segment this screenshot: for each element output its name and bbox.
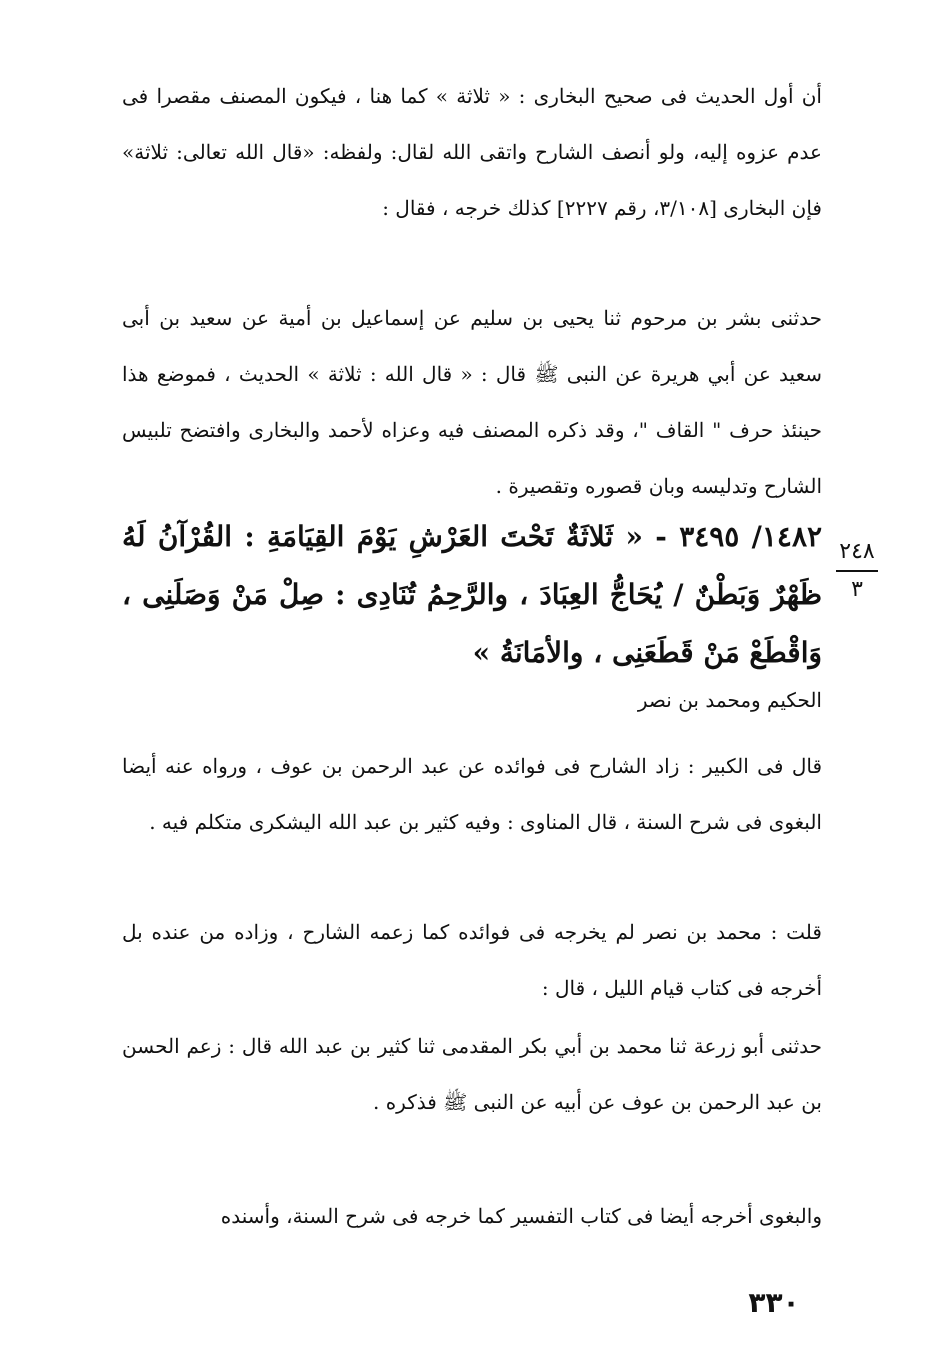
hadith-body: ١٤٨٢/ ٣٤٩٥ - « ثَلاثَةٌ تَحْتَ العَرْشِ يَوْمَ القِيَامَةِ : القُرْآنُ لَهُ ظَهْرٌ وَبَطْنٌ / يُحَاجُّ العِبَادَ ، والرَّحِمُ تُنَادِى : صِلْ مَنْ وَصَلَنِى ، وَاقْطَعْ مَنْ قَطَعَنِى ، والأمَانَةُ » <box>122 520 823 669</box>
paragraph-baghawi <box>122 1188 822 1244</box>
paragraph-text: أن أول الحديث فى صحيح البخارى : « ثلاثة » كما هنا ، فيكون المصنف مقصرا فى عدم عزوه إليه، ولو أنصف الشارح واتقى الله لقال: ولفظه: «قال الله تعالى: ثلاثة» فإن البخارى [٣/١٠٨، رقم ٢٢٢٧] كذلك خرجه ، فقال : <box>122 84 822 220</box>
paragraph-isnad-abu-zura <box>122 1018 822 1130</box>
hadith-source <box>122 680 822 720</box>
paragraph-text: حدثنى أبو زرعة ثنا محمد بن أبي بكر المقدمى ثنا كثير بن عبد الله قال : زعم الحسن بن عبد الرحمن بن عوف عن أبيه عن النبى ﷺ فذكره . <box>122 1034 822 1114</box>
paragraph-text: والبغوى أخرجه أيضا فى كتاب التفسير كما خرجه فى شرح السنة، وأسنده <box>220 1204 822 1228</box>
paragraph-text: قال فى الكبير : زاد الشارح فى فوائده عن عبد الرحمن بن عوف ، ورواه عنه أيضا البغوى فى شرح السنة ، قال المناوى : وفيه كثير بن عبد الله اليشكرى متكلم فيه . <box>122 754 822 834</box>
margin-reference-top: ٢٤٨ <box>839 539 875 564</box>
margin-reference-divider <box>836 570 878 572</box>
margin-reference <box>832 538 882 604</box>
margin-reference-bottom: ٣ <box>851 577 863 602</box>
paragraph-text: قلت : محمد بن نصر لم يخرجه فى فوائده كما زعمه الشارح ، وزاده من عنده بل أخرجه فى كتاب قيام الليل ، قال : <box>122 920 822 1000</box>
paragraph-qultu <box>122 904 822 1016</box>
source-text: الحكيم ومحمد بن نصر <box>637 688 822 712</box>
paragraph-kabir-quote <box>122 738 822 850</box>
page-number: ٣٣٠ <box>748 1286 800 1319</box>
paragraph-commentary-intro <box>122 68 822 236</box>
hadith-text <box>122 508 822 682</box>
paragraph-isnad-bukhari <box>122 290 822 514</box>
paragraph-text: حدثنى بشر بن مرحوم ثنا يحيى بن سليم عن إسماعيل بن أمية عن سعيد بن أبى سعيد عن أبي هريرة عن النبى ﷺ قال : « قال الله : ثلاثة » الحديث ، فموضع هذا حينئذ حرف " القاف "، وقد ذكره المصنف فيه وعزاه لأحمد والبخارى وافتضح تلبيس الشارح وتدليسه وبان قصوره وتقصيرة . <box>122 306 822 498</box>
